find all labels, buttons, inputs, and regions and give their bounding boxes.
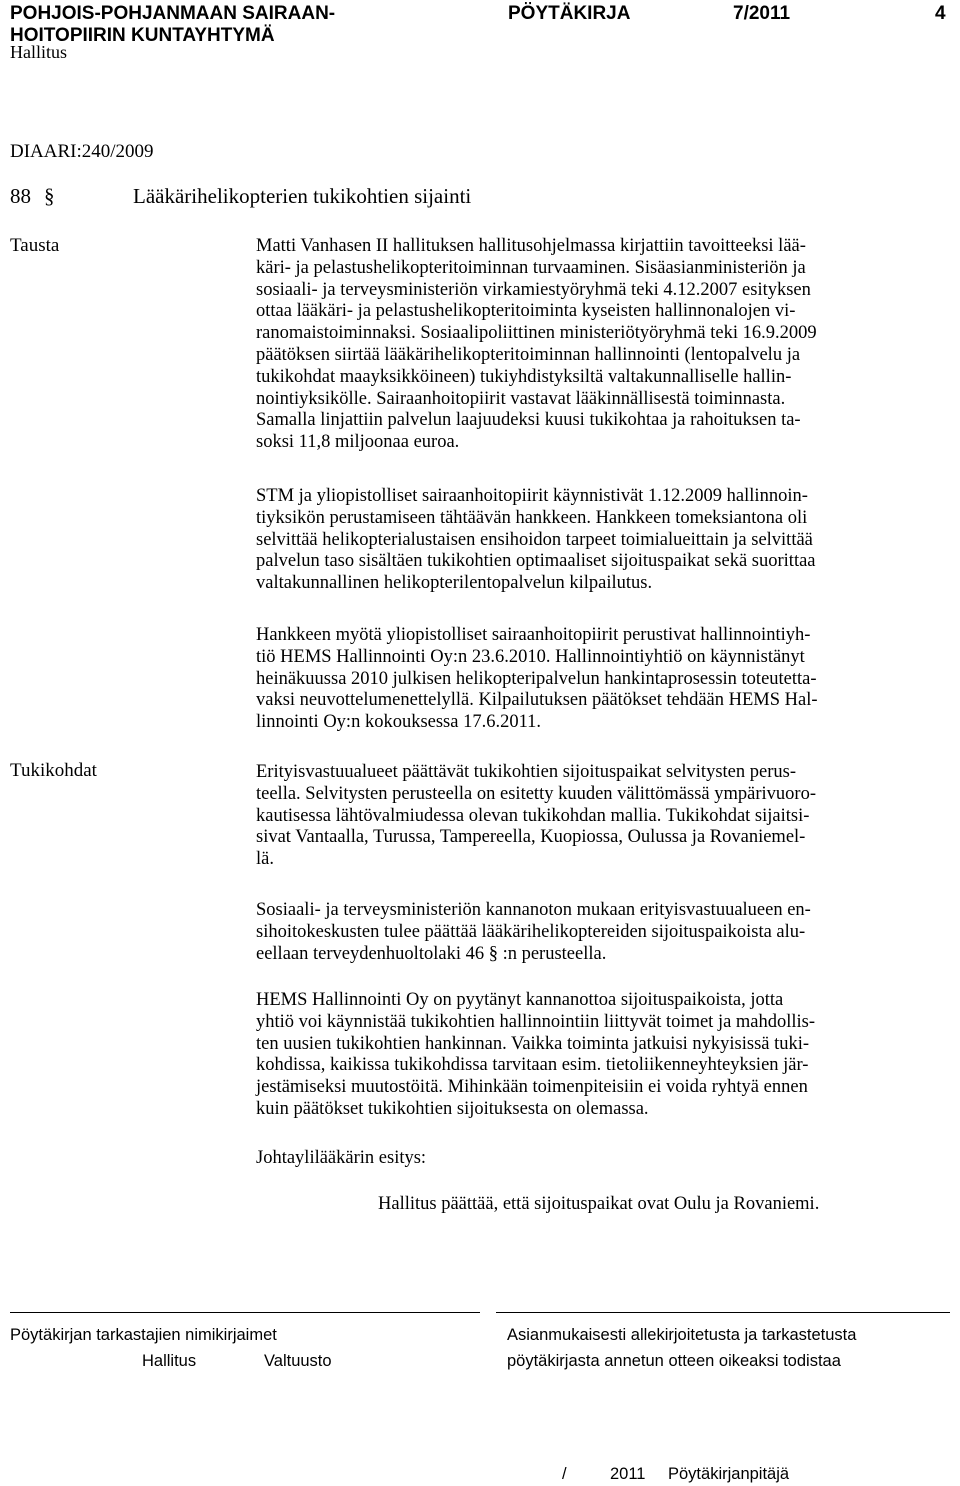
label-tukikohdat: Tukikohdat: [10, 760, 97, 781]
text-line: yhtiö voi käynnistää tukikohtien hallinnointiin liittyvät toimet ja mahdollis-: [256, 1011, 816, 1032]
label-tausta: Tausta: [10, 235, 60, 256]
text-line: vaksi neuvottelumenettelyllä. Kilpailutuksen päätökset tehdään HEMS Hal-: [256, 690, 818, 711]
text-line: Hankkeen myötä yliopistolliset sairaanhoitopiirit perustivat hallinnointiyh-: [256, 625, 811, 645]
issue-number: 7/2011: [733, 3, 791, 24]
body-name: Hallitus: [10, 42, 67, 62]
text-line: Erityisvastuualueet päättävät tukikohtien sijoituspaikat selvitysten perus-: [256, 762, 796, 782]
text-line: jestämiseksi muutostöitä. Mihinkään toimenpiteisiin ei voida ryhtyä ennen: [256, 1077, 808, 1098]
paragraph-ministry-statement: [256, 900, 946, 965]
paragraph-background: [256, 236, 946, 454]
text-line: kuin päätökset tukikohtien sijoituksesta on olemassa.: [256, 1098, 649, 1119]
text-line: soksi 11,8 miljoonaa euroa.: [256, 432, 460, 453]
org-name-line2: HOITOPIIRIN KUNTAYHTYMÄ: [10, 25, 275, 46]
text-line: kautisessa lähtövalmiudessa olevan tukikohdan mallia. Tukikohdat sijaitsi-: [256, 805, 810, 826]
text-line: selvittää helikopterialustaisen ensihoidon tarpeet toimialueittain ja selvittää: [256, 529, 813, 550]
section-number: 88: [10, 184, 31, 208]
doc-type: PÖYTÄKIRJA: [508, 3, 631, 24]
text-line: nointiyksikölle. Sairaanhoitopiirit vastavat lääkinnällisestä toiminnasta.: [256, 388, 786, 409]
text-line: ottaa lääkäri- ja pelastushelikopteritoiminta kyseisten hallinnonalojen vi-: [256, 301, 796, 322]
paragraph-bases: [256, 762, 946, 871]
text-line: palvelun taso sisältäen tukikohtien optimaaliset sijoituspaikat sekä suorittaa: [256, 551, 816, 572]
footer-col-hallitus: Hallitus: [142, 1352, 197, 1370]
text-line: sihoitokeskusten tulee päättää lääkärihelikoptereiden sijoituspaikoista alu-: [256, 921, 806, 942]
text-line: Matti Vanhasen II hallituksen hallitusohjelmassa kirjattiin tavoitteeksi lää-: [256, 236, 806, 256]
footer-date-slash: /: [562, 1465, 567, 1483]
text-line: Samalla linjattiin palvelun laajuudeksi kuusi tukikohtaa ja rahoituksen ta-: [256, 410, 801, 431]
text-line: ten uusien tukikohtien hankinnan. Vaikka toiminta jatkuisi nykyisissä tuki-: [256, 1033, 810, 1054]
paragraph-stm-project: [256, 486, 946, 595]
footer-recorder-role: Pöytäkirjanpitäjä: [668, 1465, 790, 1483]
text-line: käri- ja pelastushelikopteritoiminnan turvaaminen. Sisäasianministeriön ja: [256, 257, 806, 278]
text-line: ranomaistoiminnaksi. Sosiaalipoliittinen ministeriötyöryhmä teki 16.9.2009: [256, 323, 817, 344]
footer-initials-title: Pöytäkirjan tarkastajien nimikirjaimet: [10, 1326, 277, 1344]
text-line: teella. Selvitysten perusteella on esitetty kuuden välittömässä ympärivuoro-: [256, 783, 816, 804]
text-line: linnointi Oy:n kokouksessa 17.6.2011.: [256, 712, 542, 733]
org-name-line1: POHJOIS-POHJANMAAN SAIRAAN-: [10, 3, 336, 24]
text-line: tiyksikön perustamiseen tähtäävän hankkeen. Hankkeen tomeksiantona oli: [256, 507, 808, 528]
text-line: heinäkuussa 2010 julkisen helikopteripalvelun hankintaprosessin toteutetta-: [256, 668, 817, 689]
footer-certification-line1: Asianmukaisesti allekirjoitetusta ja tarkastetusta: [507, 1326, 857, 1344]
section-title: Lääkärihelikopterien tukikohtien sijainti: [133, 184, 472, 208]
text-line: STM ja yliopistolliset sairaanhoitopiirit käynnistivät 1.12.2009 hallinnoin-: [256, 486, 808, 506]
footer-certification-line2: pöytäkirjasta annetun otteen oikeaksi todistaa: [507, 1352, 841, 1370]
section-symbol: §: [44, 184, 55, 208]
paragraph-hems-request: [256, 990, 946, 1121]
text-line: Sosiaali- ja terveysministeriön kannanoton mukaan erityisvastuualueen en-: [256, 900, 811, 920]
proposal-label: Johtaylilääkärin esitys:: [256, 1148, 427, 1168]
text-line: valtakunnallinen helikopterilentopalvelun kilpailutus.: [256, 573, 653, 594]
footer-rule-left: [10, 1312, 480, 1313]
text-line: lä.: [256, 849, 274, 870]
paragraph-hems-company: [256, 625, 946, 734]
text-line: eellaan terveydenhuoltolaki 46 § :n perusteella.: [256, 943, 607, 964]
footer-rule-right: [496, 1312, 950, 1313]
diaari-number: DIAARI:240/2009: [10, 141, 154, 162]
footer-col-valtuusto: Valtuusto: [264, 1352, 332, 1370]
text-line: HEMS Hallinnointi Oy on pyytänyt kannanottoa sijoituspaikoista, jotta: [256, 990, 784, 1010]
text-line: sosiaali- ja terveysministeriön virkamiestyöryhmä teki 4.12.2007 esityksen: [256, 279, 811, 300]
text-line: päätöksen siirtää lääkärihelikopteritoiminnan hallinnointi (lentopalvelu ja: [256, 344, 801, 365]
proposal-text: Hallitus päättää, että sijoituspaikat ovat Oulu ja Rovaniemi.: [378, 1194, 820, 1214]
page-number: 4: [935, 3, 946, 24]
text-line: tiö HEMS Hallinnointi Oy:n 23.6.2010. Hallinnointiyhtiö on käynnistänyt: [256, 646, 805, 667]
text-line: sivat Vantaalla, Turussa, Tampereella, Kuopiossa, Oulussa ja Rovaniemel-: [256, 827, 806, 848]
text-line: tukikohdat maayksikköineen) tukiyhdistyksiltä valtakunnalliselle hallin-: [256, 366, 792, 387]
footer-year: 2011: [610, 1465, 646, 1483]
text-line: kohdissa, kaikissa tukikohdissa tarvitaan esim. tietoliikenneyhteyksien jär-: [256, 1055, 809, 1076]
